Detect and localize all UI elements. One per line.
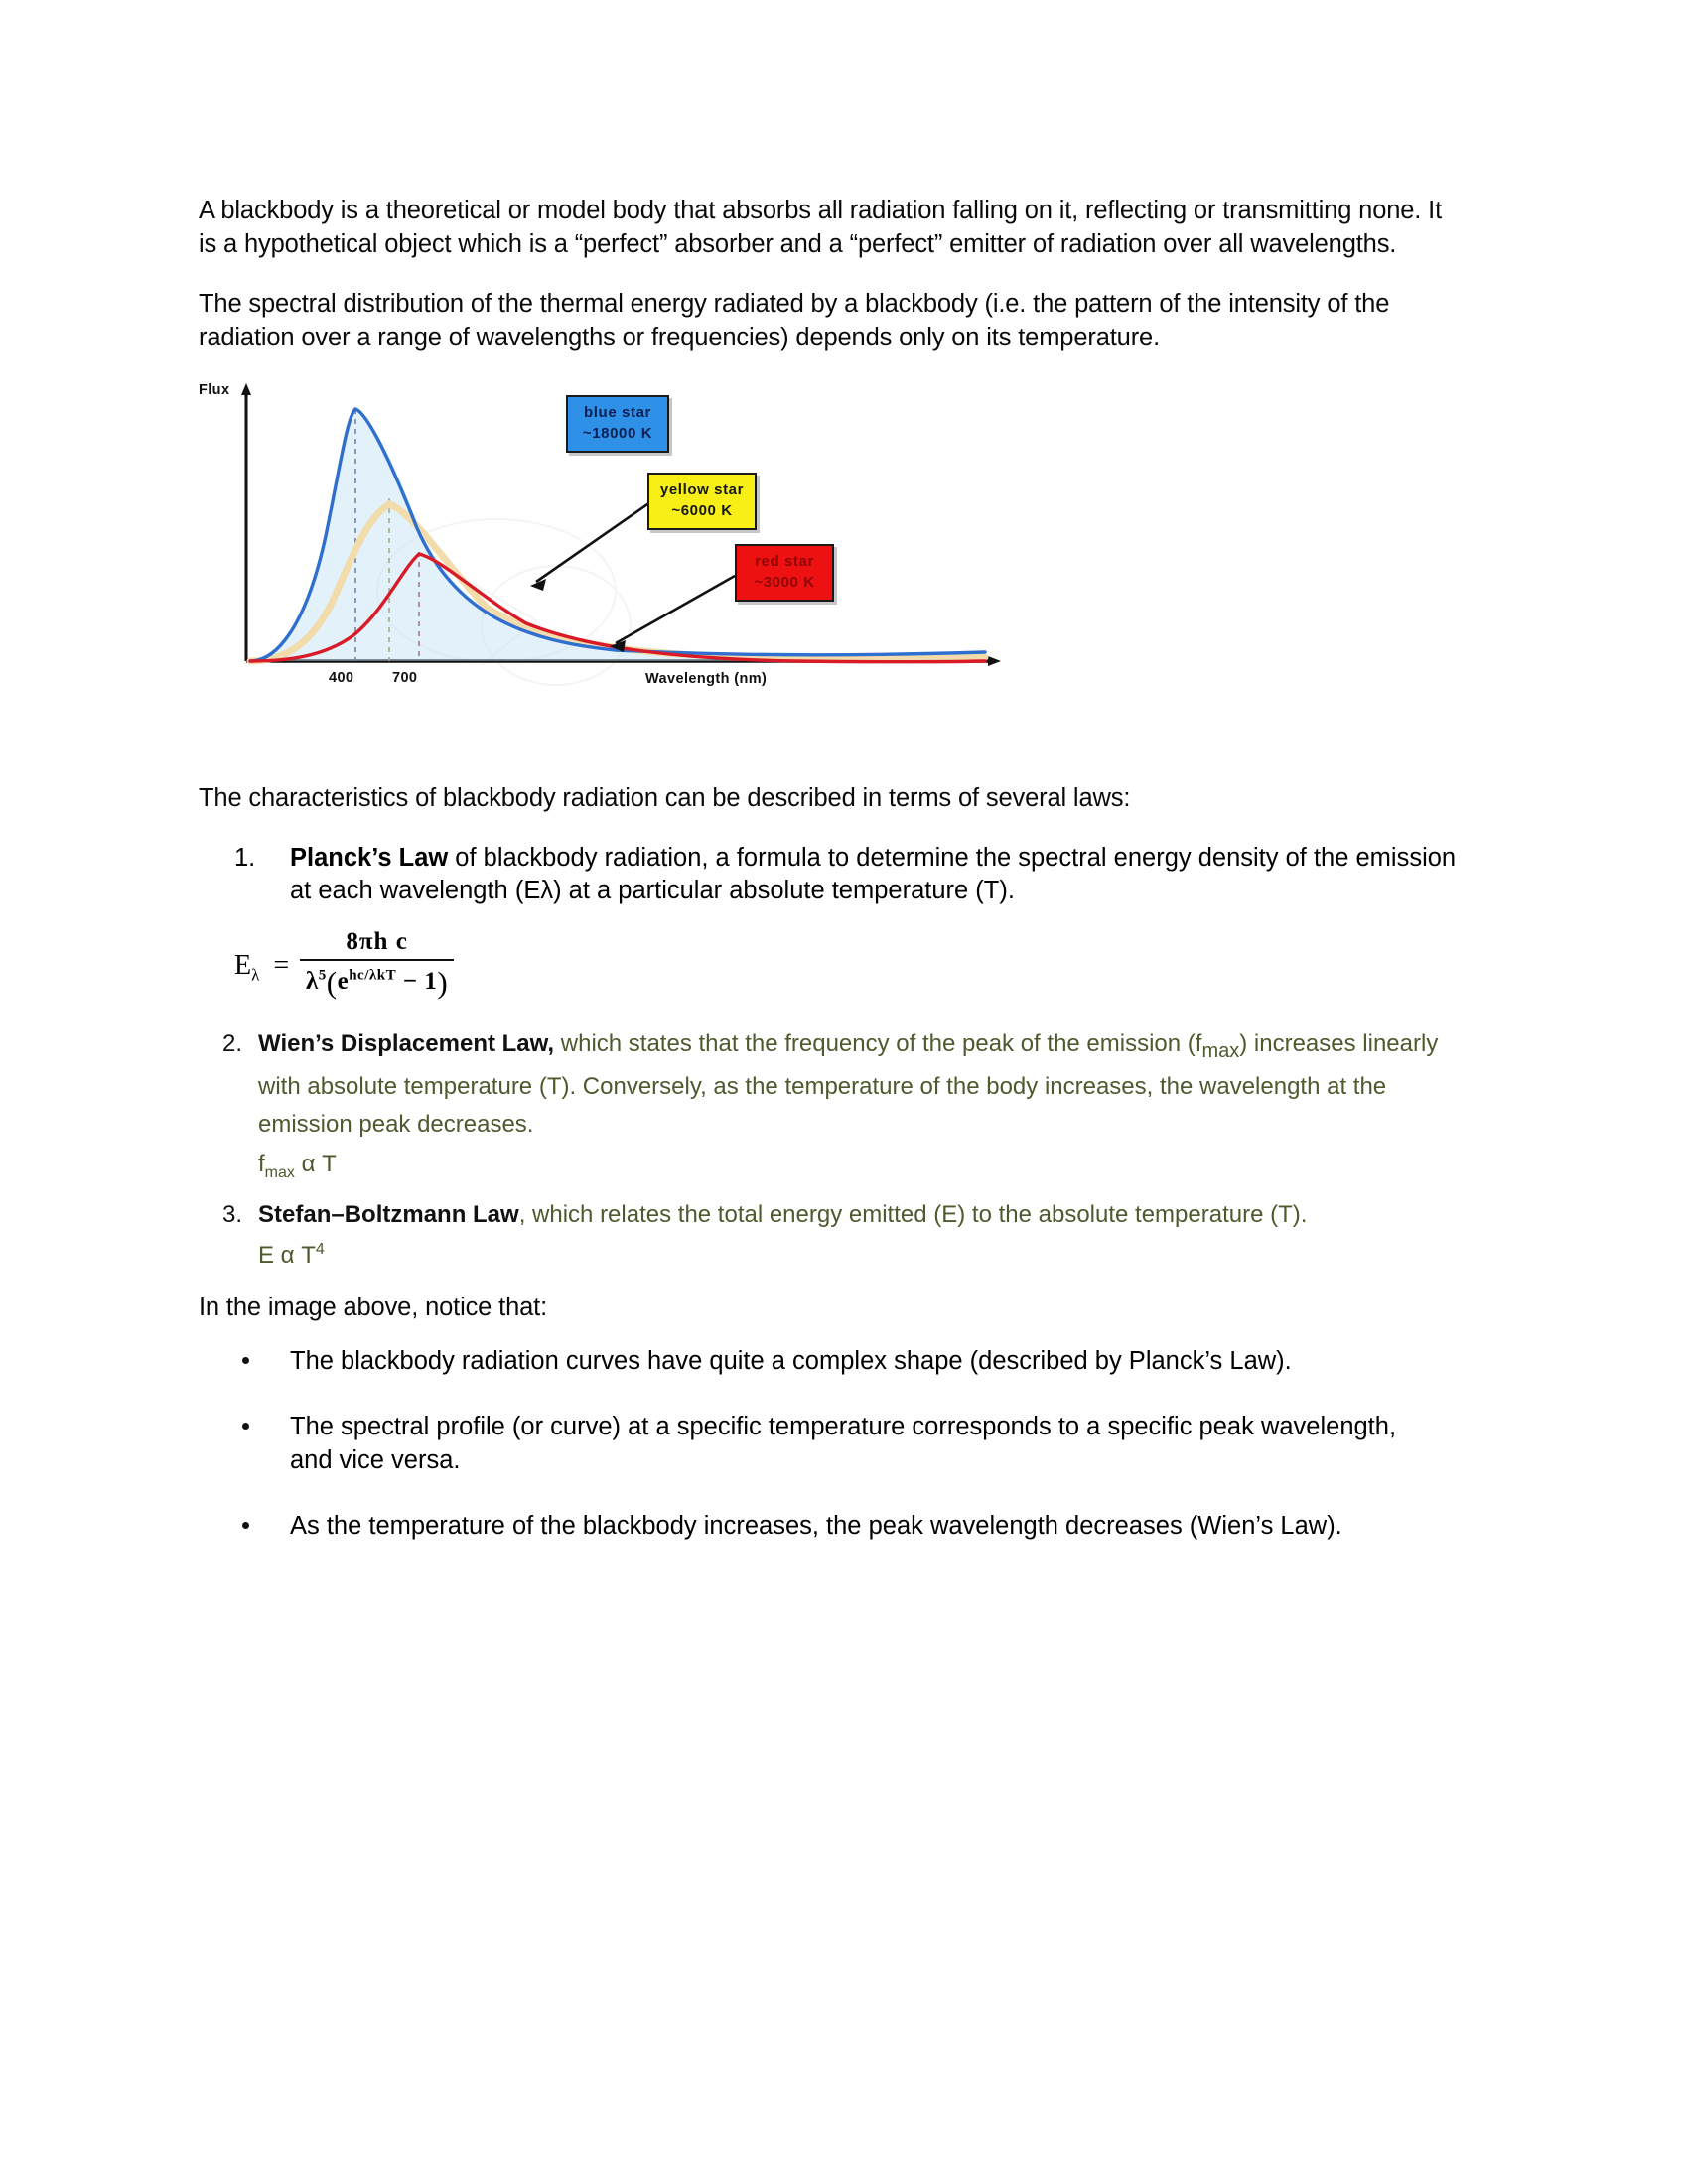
formula-denom-inner: e bbox=[337, 968, 350, 996]
law-1-name: Planck’s Law bbox=[290, 843, 449, 872]
paragraph-intro: A blackbody is a theoretical or model body that absorbs all radiation falling on it, reflecting or transmitting none. It is a hypothetical object which is a “perfect” absorber and a “perfect” emitter of radiation over all wavelengths. bbox=[199, 197, 1443, 258]
chart-x-tick-700: 700 bbox=[392, 669, 418, 686]
callout-red-star-line1: red star bbox=[755, 552, 814, 570]
list-item bbox=[199, 1345, 1440, 1379]
paragraph-characteristics: The characteristics of blackbody radiation can be described in terms of several laws: bbox=[199, 783, 1131, 812]
law-2-rest: which states that the frequency of the peak of the emission (f bbox=[554, 1030, 1202, 1058]
list-item bbox=[199, 1411, 1440, 1478]
formula-paren-open: ( bbox=[326, 965, 338, 1001]
law-item-wiens-law bbox=[199, 1025, 1479, 1145]
stefan-eq-prefix: E α T bbox=[258, 1241, 316, 1269]
law-2-number: 2. bbox=[222, 1030, 243, 1058]
law-1-rest: of blackbody radiation, a formula to determine the spectral energy density of the emission at each wavelength (Eλ) at a particular absolute temperature (T). bbox=[290, 843, 1457, 905]
note-text: As the temperature of the blackbody increases, the peak wavelength decreases (Wien’s Law). bbox=[290, 1511, 1342, 1540]
callout-yellow-star-line1: yellow star bbox=[659, 480, 745, 498]
bullet-dot-icon bbox=[242, 1522, 249, 1529]
law-item-plancks-law bbox=[199, 842, 1479, 909]
formula-denom-inner-exp: hc/λkT bbox=[349, 968, 397, 985]
callout-blue-star-line1: blue star bbox=[584, 403, 651, 421]
callout-yellow-star-line2: ~6000 K bbox=[671, 502, 733, 520]
law-3-text bbox=[258, 1196, 1479, 1235]
bullet-dot-icon bbox=[242, 1357, 249, 1364]
wiens-eq-sub: max bbox=[264, 1164, 295, 1182]
callout-blue-star bbox=[566, 395, 669, 454]
callout-red-star-line2: ~3000 K bbox=[754, 574, 815, 592]
formula-lhs-sub: λ bbox=[251, 965, 260, 985]
note-text: The blackbody radiation curves have quite a complex shape (described by Planck’s Law). bbox=[290, 1346, 1292, 1375]
wiens-law-equation bbox=[199, 1151, 1479, 1182]
law-2-name: Wien’s Displacement Law, bbox=[258, 1030, 555, 1058]
formula-denom-exp: 5 bbox=[318, 968, 327, 985]
chart-x-tick-400: 400 bbox=[329, 669, 354, 686]
notes-bullet-list bbox=[199, 1345, 1479, 1544]
callout-yellow-star bbox=[647, 473, 757, 531]
formula-denom-tail: − 1 bbox=[402, 968, 438, 996]
wiens-eq-suffix: α T bbox=[294, 1151, 337, 1178]
document-content bbox=[199, 195, 1479, 1574]
law-item-stefan-boltzmann-law bbox=[199, 1196, 1479, 1235]
formula-lhs bbox=[234, 950, 289, 986]
list-item bbox=[199, 1510, 1440, 1544]
laws-list bbox=[199, 842, 1479, 1270]
law-2-rest2: ) increases linearly with absolute temperature (T). Conversely, as the temperature of the body increases, the wavelength at the emission peak decreases. bbox=[258, 1030, 1439, 1139]
law-3-name: Stefan–Boltzmann Law bbox=[258, 1201, 519, 1229]
stefan-boltzmann-equation bbox=[199, 1241, 1479, 1270]
formula-paren-close: ) bbox=[437, 965, 449, 1001]
law-1-text bbox=[290, 842, 1479, 909]
law-1-number: 1. bbox=[234, 843, 256, 872]
law-3-rest: , which relates the total energy emitted (E) to the absolute temperature (T). bbox=[518, 1201, 1308, 1229]
formula-lhs-symbol: E bbox=[234, 950, 252, 982]
formula-denominator bbox=[300, 961, 454, 1001]
law-3-number: 3. bbox=[222, 1201, 243, 1229]
paragraph-spectral: The spectral distribution of the thermal energy radiated by a blackbody (i.e. the pattern of the intensity of the radiation over a range of wavelengths or frequencies) depends only on its temperature. bbox=[199, 289, 1390, 351]
chart-x-axis-label: Wavelength (nm) bbox=[645, 670, 768, 687]
chart-y-axis-label: Flux bbox=[199, 381, 230, 398]
law-2-sub: max bbox=[1201, 1040, 1240, 1063]
formula-denom-lambda: λ bbox=[306, 968, 319, 996]
formula-fraction bbox=[300, 928, 454, 1001]
note-text: The spectral profile (or curve) at a specific temperature corresponds to a specific peak wavelength, and vice versa. bbox=[290, 1412, 1397, 1474]
bullet-dot-icon bbox=[242, 1423, 249, 1430]
formula-numerator: 8πh c bbox=[346, 928, 408, 956]
callout-red-star bbox=[735, 544, 834, 603]
paragraph-notice: In the image above, notice that: bbox=[199, 1293, 548, 1321]
plancks-law-formula bbox=[199, 920, 1479, 1016]
blackbody-curves-figure bbox=[199, 377, 1033, 774]
wiens-eq-prefix: f bbox=[258, 1151, 265, 1178]
callout-blue-star-line2: ~18000 K bbox=[582, 425, 653, 443]
formula-equals: = bbox=[273, 950, 290, 982]
law-2-text bbox=[258, 1025, 1479, 1145]
stefan-eq-sup: 4 bbox=[315, 1240, 325, 1258]
